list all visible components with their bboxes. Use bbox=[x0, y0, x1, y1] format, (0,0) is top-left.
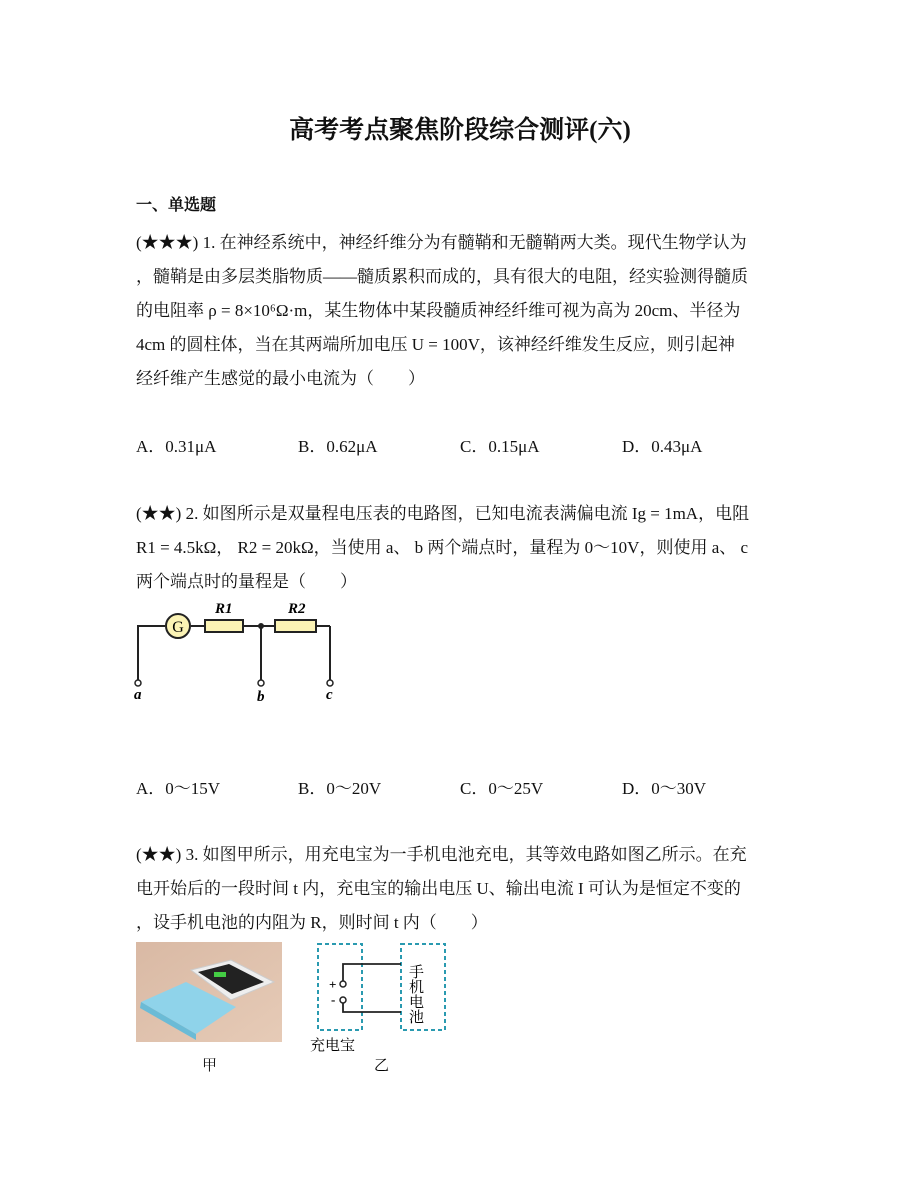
q2-line: (★★) 2. 如图所示是双量程电压表的电路图，已知电流表满偏电流 Ig = 1mA，电阻 bbox=[136, 504, 750, 523]
galvanometer-label: G bbox=[172, 619, 184, 636]
q2-option-b: B．0～20V bbox=[298, 779, 382, 798]
q1-option-a: A．0.31μA bbox=[136, 437, 217, 456]
q3-line: ，设手机电池的内阻为 R，则时间 t 内（ ） bbox=[136, 913, 488, 932]
q1-line: 4cm 的圆柱体，当在其两端所加电压 U = 100V，该神经纤维发生反应，则引起神 bbox=[136, 335, 735, 354]
q1-line: ，髓鞘是由多层类脂物质——髓质累积而成的，具有很大的电阻，经实验测得髓质 bbox=[136, 267, 748, 286]
q2-option-a: A．0～15V bbox=[136, 779, 221, 798]
resistor-r2 bbox=[275, 620, 316, 632]
page-title: 高考考点聚焦阶段综合测评(六) bbox=[289, 117, 631, 144]
terminal-a: a bbox=[134, 687, 142, 703]
minus-label: - bbox=[331, 992, 336, 1007]
q2-option-c: C．0～25V bbox=[460, 779, 544, 798]
resistor-r1 bbox=[205, 620, 243, 632]
section-heading: 一、单选题 bbox=[136, 197, 217, 214]
q2-line: 两个端点时的量程是（ ） bbox=[136, 572, 357, 591]
terminal-c: c bbox=[326, 687, 333, 703]
q2-line: R1 = 4.5kΩ， R2 = 20kΩ，当使用 a、 b 两个端点时，量程为 0～10V，则使用 a、 c bbox=[136, 538, 749, 557]
phone-battery-label: 手机电池 bbox=[407, 964, 425, 1024]
plus-label: + bbox=[329, 977, 337, 992]
caption-yi: 乙 bbox=[374, 1056, 390, 1074]
q1-option-d: D．0.43μA bbox=[622, 437, 703, 456]
caption-jia: 甲 bbox=[202, 1058, 218, 1074]
q3-line: (★★) 3. 如图甲所示，用充电宝为一手机电池充电，其等效电路如图乙所示。在充 bbox=[136, 845, 747, 864]
q1-line: 的电阻率 ρ = 8×10⁶Ω·m，某生物体中某段髓质神经纤维可视为高为 20cm、半径为 bbox=[136, 301, 741, 320]
power-bank-label: 充电宝 bbox=[310, 1036, 356, 1054]
q3-line: 电开始后的一段时间 t 内，充电宝的输出电压 U、输出电流 I 可认为是恒定不变的 bbox=[136, 879, 741, 898]
q1-option-c: C．0.15μA bbox=[460, 437, 540, 456]
r1-label: R1 bbox=[215, 601, 233, 617]
r2-label: R2 bbox=[288, 601, 306, 617]
q1-line: 经纤维产生感觉的最小电流为（ ） bbox=[136, 369, 425, 388]
equivalent-circuit-diagram bbox=[310, 942, 450, 1077]
voltmeter-circuit-diagram bbox=[130, 595, 350, 705]
terminal-b: b bbox=[257, 689, 265, 705]
q2-option-d: D．0～30V bbox=[622, 779, 707, 798]
q1-line: (★★★) 1. 在神经系统中，神经纤维分为有髓鞘和无髓鞘两大类。现代生物学认为 bbox=[136, 233, 747, 252]
q1-option-b: B．0.62μA bbox=[298, 437, 378, 456]
power-bank-photo bbox=[136, 942, 282, 1042]
